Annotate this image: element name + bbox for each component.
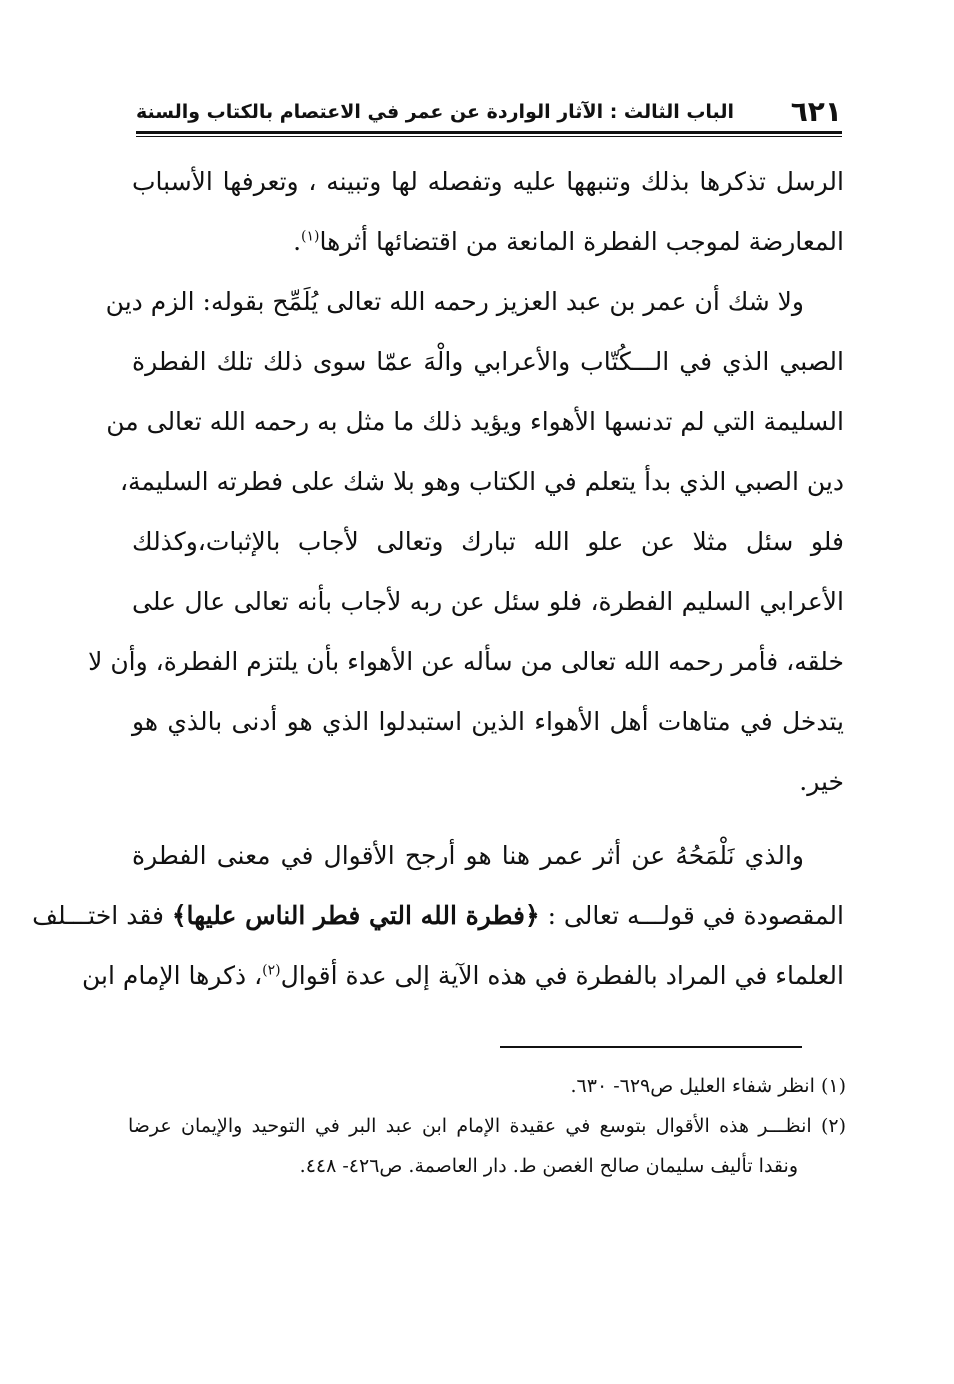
footnote-ref-2[interactable]: (٢)	[262, 962, 281, 979]
text-line-2-period: .	[293, 227, 302, 256]
footnotes	[128, 1066, 846, 1186]
text-line-3: ولا شك أن عمر بن عبد العزيز رحمه الله تعالى يُلَمِّح بقوله: الزم دين	[105, 287, 804, 316]
footnote-2-continuation: ونقدا تأليف سليمان صالح الغصن ط. دار العاصمة. ص٤٢٦- ٤٤٨.	[299, 1155, 798, 1177]
main-text	[32, 152, 844, 1006]
footnote-2-text: انظـــر هذه الأقوال بتوسع في عقيدة الإمام ابن عبد البر في التوحيد والإيمان عرضا	[128, 1115, 812, 1137]
text-line-11: خير.	[799, 767, 844, 796]
page-header	[136, 88, 842, 130]
text-line-2-content: المعارضة لموجب الفطرة المانعة من اقتضائها أثرها	[319, 227, 844, 256]
text-line-6: دين الصبي الذي بدأ يتعلم في الكتاب وهو بلا شك على فطرته السليمة،	[119, 467, 844, 496]
text-line-13-end: فقد اختـــلف	[32, 901, 164, 930]
quran-verse: ﴿فطرة الله التي فطر الناس عليها﴾	[171, 901, 540, 930]
text-line-13	[32, 886, 844, 946]
header-rule-thin	[136, 136, 842, 137]
footnote-2-marker: (٢)	[820, 1115, 846, 1137]
text-line-10: يتدخل في متاهات أهل الأهواء الذين استبدلوا الذي هو أدنى بالذي هو	[132, 707, 844, 736]
footnote-2	[128, 1106, 846, 1146]
text-line-9: خلقه، فأمر رحمه الله تعالى من سأله عن الأهواء بأن يلتزم الفطرة، وأن لا	[88, 647, 844, 676]
text-line-12: والذي نَلْمَحُهُ عن أثر عمر هنا هو أرجح الأقوال في معنى الفطرة	[132, 841, 804, 870]
footnote-1-marker: (١)	[820, 1075, 846, 1097]
running-title: الباب الثالث : الآثار الواردة عن عمر في الاعتصام بالكتاب والسنة	[136, 101, 734, 123]
paragraph-gap	[132, 812, 844, 826]
footnote-1-text: انظر شفاء العليل ص٦٢٩- ٦٣٠.	[570, 1075, 815, 1097]
footnote-1	[128, 1066, 846, 1106]
text-line-8: الأعرابي السليم الفطرة، فلو سئل عن ربه لأجاب بأنه تعالى عال على	[132, 587, 844, 616]
footnote-ref-1[interactable]: (١)	[301, 228, 320, 245]
footnote-separator	[500, 1046, 802, 1048]
text-line-7: فلو سئل مثلا عن علو الله تبارك وتعالى لأجاب بالإثبات،وكذلك	[132, 527, 844, 556]
text-line-2	[132, 212, 844, 272]
text-line-5: السليمة التي لم تدنسها الأهواء ويؤيد ذلك ما مثل به رحمه الله تعالى من	[106, 407, 844, 436]
text-line-13-start: المقصودة في قولـــه تعالى :	[547, 901, 844, 930]
text-line-1: الرسل تذكرها بذلك وتنبهها عليه وتفصله لها وتبينه ، وتعرفها الأسباب	[132, 167, 844, 196]
text-line-4: الصبي الذي في الـــكُتّاب والأعرابي والْهَ عمّا سوى ذلك تلك الفطرة	[132, 347, 844, 376]
text-line-14-end: ، ذكرها الإمام ابن	[81, 961, 263, 990]
header-rule	[136, 131, 842, 134]
page-number: ٦٢١	[790, 95, 842, 128]
text-line-14	[81, 946, 844, 1006]
text-line-14-start: العلماء في المراد بالفطرة في هذه الآية إلى عدة أقوال	[280, 961, 844, 990]
